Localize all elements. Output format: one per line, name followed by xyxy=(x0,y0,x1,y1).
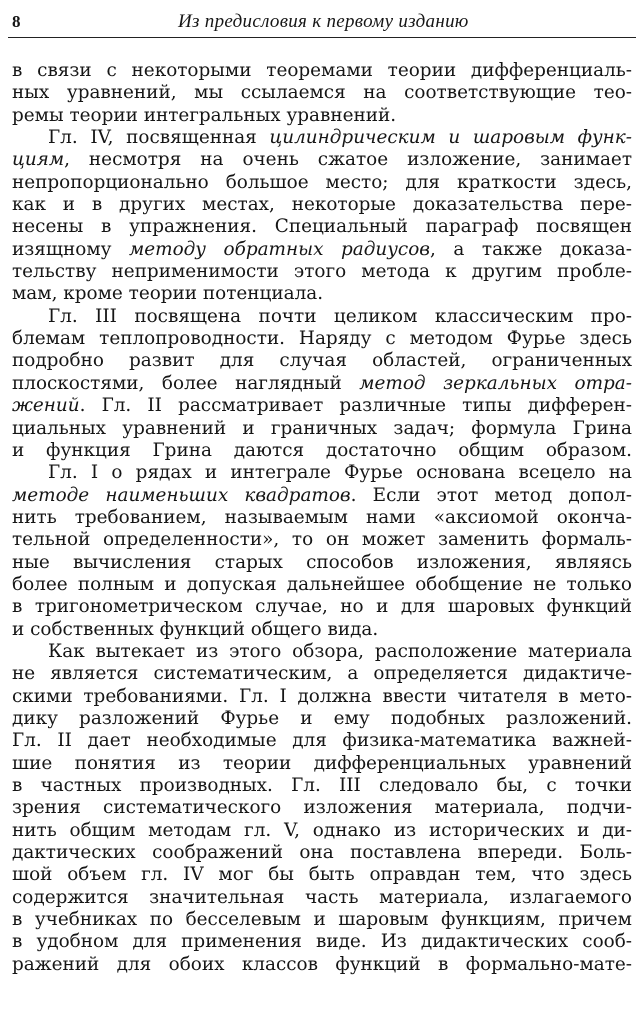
text-line xyxy=(12,797,632,819)
text-line xyxy=(12,663,632,685)
text-line xyxy=(12,931,632,953)
text-line xyxy=(12,462,632,484)
text-line xyxy=(12,909,632,931)
text-run: шие понятия из теории дифференциальных уравнений xyxy=(12,752,632,774)
italic-term: жений xyxy=(12,395,80,417)
text-line xyxy=(12,373,632,395)
text-line xyxy=(12,149,632,171)
text-run: содержится значительная часть материала, излагаемого xyxy=(12,886,632,908)
text-line xyxy=(12,954,632,976)
text-run: дактических соображений она поставлена впереди. Боль- xyxy=(12,842,632,864)
text-line xyxy=(12,127,632,149)
text-line xyxy=(12,350,632,372)
text-run: подробно развит для случая областей, ограниченных xyxy=(12,350,632,372)
page-header xyxy=(8,10,636,36)
text-line xyxy=(12,440,632,462)
text-run: . Гл. II рассматривает различные типы дифферен- xyxy=(79,395,632,417)
text-run: Как вытекает из этого обзора, расположение материала xyxy=(48,640,632,662)
italic-term: циям xyxy=(12,149,65,171)
text-line xyxy=(12,239,632,261)
body-text xyxy=(12,60,632,976)
text-line xyxy=(12,574,632,596)
text-line xyxy=(12,172,632,194)
text-run: . Если этот метод допол- xyxy=(350,484,632,506)
text-run: мам, кроме теории потенциала. xyxy=(12,283,324,305)
page-number: 8 xyxy=(12,12,21,31)
text-line xyxy=(12,708,632,730)
header-rule xyxy=(8,37,636,38)
text-run: в тригонометрическом случае, но и для шаровых функций xyxy=(12,596,632,618)
text-run: циальных уравнений и граничных задач; формула Грина xyxy=(12,417,632,439)
text-line xyxy=(12,619,632,641)
text-line xyxy=(12,216,632,238)
text-run: нить общим методам гл. V, однако из исторических и ди- xyxy=(12,819,632,841)
text-run: нить требованием, называемым нами «аксиомой оконча- xyxy=(12,506,632,528)
text-run: в связи с некоторыми теоремами теории дифференциаль- xyxy=(12,60,632,81)
text-run: и функция Грина даются достаточно общим образом. xyxy=(12,439,632,461)
text-line xyxy=(12,864,632,886)
text-line xyxy=(12,261,632,283)
text-line xyxy=(12,283,632,305)
text-run: Гл. III посвящена почти целиком классическим про- xyxy=(48,305,632,327)
text-run: ные вычисления старых способов изложения, являясь xyxy=(12,551,632,573)
text-run: непропорционально большое место; для краткости здесь, xyxy=(12,171,632,193)
text-line xyxy=(12,596,632,618)
text-run: более полным и допуская дальнейшее обобщение не только xyxy=(12,573,632,595)
text-line xyxy=(12,641,632,663)
text-line xyxy=(12,775,632,797)
italic-term: метод зеркальных отра- xyxy=(359,372,632,394)
italic-term: методу обратных радиусов xyxy=(129,238,430,260)
text-run: , несмотря на очень сжатое изложение, занимает xyxy=(64,149,632,171)
text-run: скими требованиями. Гл. I должна ввести читателя в мето- xyxy=(12,685,632,707)
text-line xyxy=(12,529,632,551)
text-line xyxy=(12,418,632,440)
text-run: в частных производных. Гл. III следовало бы, с точки xyxy=(12,775,632,796)
text-run: в удобном для применения виде. Из дидактических сооб- xyxy=(12,931,632,953)
text-line xyxy=(12,485,632,507)
text-run: и собственных функций общего вида. xyxy=(12,618,379,640)
text-run: тельству неприменимости этого метода к другим пробле- xyxy=(12,261,632,283)
text-line xyxy=(12,306,632,328)
text-line xyxy=(12,60,632,82)
text-run: как и в других местах, некоторые доказательства пере- xyxy=(12,194,632,216)
text-run: Гл. II дает необходимые для физика-математика важней- xyxy=(12,730,632,752)
text-run: , а также доказа- xyxy=(430,238,632,260)
text-line xyxy=(12,395,632,417)
text-run: Гл. IV, посвященная xyxy=(48,127,270,149)
text-line xyxy=(12,82,632,104)
text-run: в учебниках по бесселевым и шаровым функциям, причем xyxy=(12,909,632,931)
text-run: шой объем гл. IV мог бы быть оправдан тем, что здесь xyxy=(12,864,632,886)
text-run: ных уравнений, мы ссылаемся на соответствующие тео- xyxy=(12,82,632,104)
text-line xyxy=(12,105,632,127)
text-line xyxy=(12,328,632,350)
text-line xyxy=(12,887,632,909)
text-run: ражений для обоих классов функций в формально-мате- xyxy=(12,953,632,975)
text-run: несены в упражнения. Специальный параграф посвящен xyxy=(12,216,632,238)
text-line xyxy=(12,730,632,752)
italic-term: цилиндрическим и шаровым функ- xyxy=(269,127,632,149)
italic-term: методе наименьших квадратов xyxy=(12,484,351,506)
text-run: Гл. I о рядах и интеграле Фурье основана всецело на xyxy=(48,462,632,484)
text-line xyxy=(12,507,632,529)
text-run: изящному xyxy=(12,238,129,260)
text-line xyxy=(12,842,632,864)
text-run: зрения систематического изложения материала, подчи- xyxy=(12,797,632,819)
text-run: ремы теории интегральных уравнений. xyxy=(12,104,397,126)
text-run: дику разложений Фурье и ему подобных разложений. xyxy=(12,707,632,729)
text-run: тельной определенности», то он может заменить формаль- xyxy=(12,529,632,551)
text-line xyxy=(12,686,632,708)
running-title: Из предисловия к первому изданию xyxy=(178,11,469,32)
text-run: блемам теплопроводности. Наряду с методом Фурье здесь xyxy=(12,328,632,350)
text-run: не является систематическим, а определяется дидактиче- xyxy=(12,663,632,685)
text-line xyxy=(12,820,632,842)
text-line xyxy=(12,552,632,574)
text-line xyxy=(12,753,632,775)
text-run: плоскостями, более наглядный xyxy=(12,372,360,394)
text-line xyxy=(12,194,632,216)
